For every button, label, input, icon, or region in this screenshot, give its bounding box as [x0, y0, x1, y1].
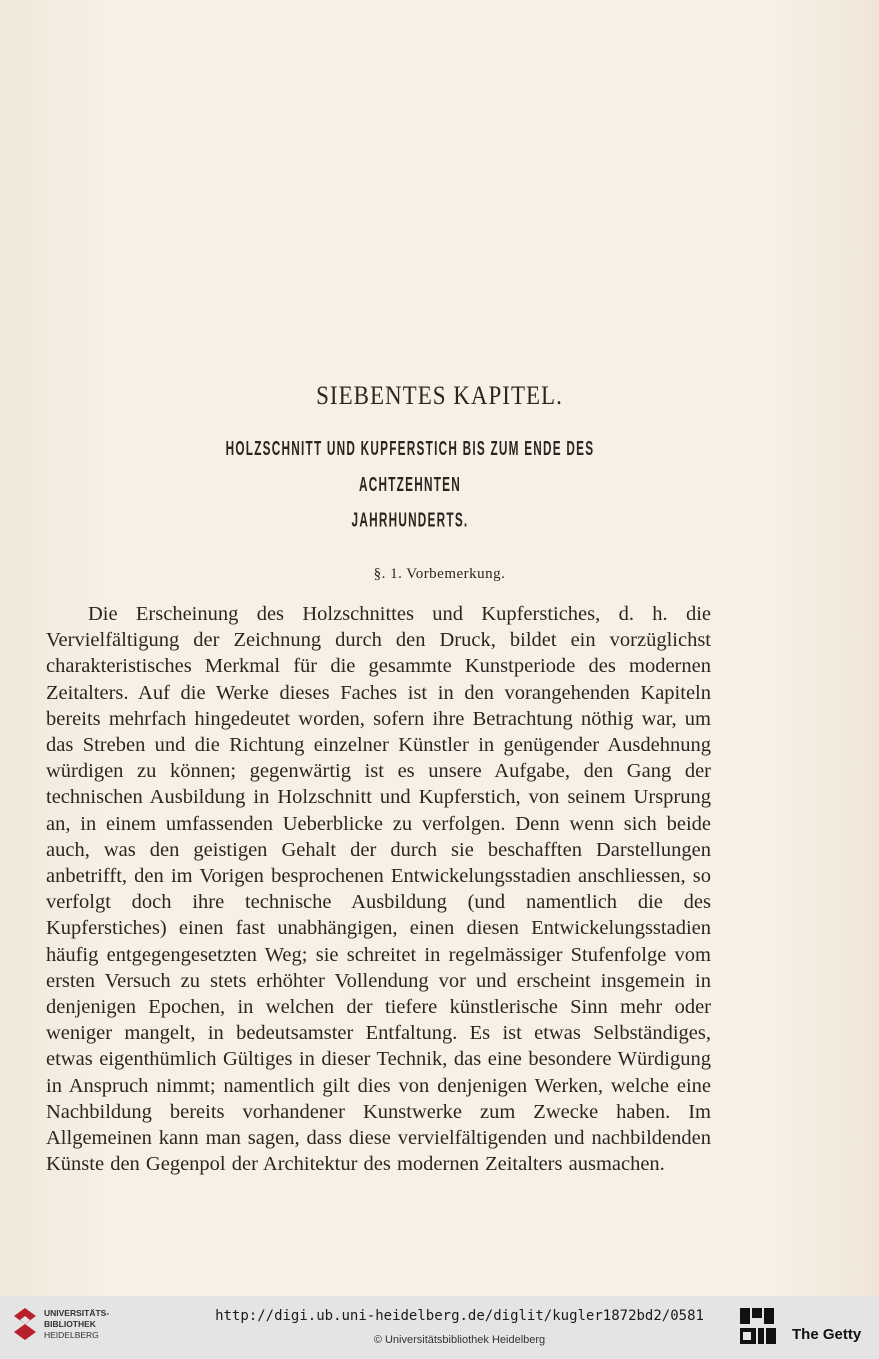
getty-label: The Getty	[792, 1326, 862, 1343]
subtitle-line-2: JAHRHUNDERTS.	[351, 509, 469, 532]
library-name: UNIVERSITÄTS- BIBLIOTHEK HEIDELBERG	[44, 1308, 110, 1340]
body-text	[46, 601, 711, 1177]
section-heading: §. 1. Vorbemerkung.	[373, 566, 506, 582]
footer-bar	[0, 1296, 879, 1359]
paragraph: Die Erscheinung des Holzschnittes und Kupferstiches, d. h. die Vervielfältigung der Zeichnung durch den Druck, bildet ein vorzüglichst charakteristisches Merkmal für die gesammte Kunstperiode des modernen Zeitalters. Auf die Werke dieses Faches ist in den vorangehenden Kapiteln bereits mehrfach hingedeutet worden, sofern ihre Betrachtung nöthig war, um das Streben und die Richtung einzelner Künstler in genügender Ausdehnung würdigen zu können; gegenwärtig ist es unsere Aufgabe, den Gang der technischen Ausbildung in Holzschnitt und Kupferstich, von seinem Ursprung an, in einem umfassenden Ueberblicke zu verfolgen. Denn wenn sich beide auch, was den geistigen Gehalt der durch sie beschafften Darstellungen anbetrifft, den im Vorigen besprochenen Entwickelungsstadien anschliessen, so verfolgt doch ihre technische Ausbildung (und namentlich die des Kupferstiches) einen fast unabhängigen, einen diesen Entwickelungsstadien häufig entgegengesetzten Weg; sie schreitet in regelmässiger Stufenfolge vom ersten Versuch zu stets erhöhter Vollendung vor und erscheint insgemein in denjenigen Epochen, in welchen der tiefere künstlerische Sinn mehr oder weniger mangelt, in bedeutsamster Entfaltung. Es ist etwas Selbständiges, etwas eigenthümlich Gültiges in dieser Technik, das eine besondere Würdigung in Anspruch nimmt; namentlich gilt dies von denjenigen Werken, welche eine Nachbildung bereits vorhandener Kunstwerke zum Zwecke haben. Im Allgemeinen kann man sagen, dass diese vervielfältigenden und nachbildenden Künste den Gegenpol der Architektur des modernen Zeitalters ausmachen.	[46, 603, 711, 1176]
getty-logo-icon[interactable]	[738, 1306, 778, 1346]
chapter-subtitle	[193, 432, 627, 539]
copyright-notice: © Universitätsbibliothek Heidelberg	[373, 1334, 546, 1346]
subtitle-line-1: HOLZSCHNITT UND KUPFERSTICH BIS ZUM ENDE DES ACHTZEHNTEN	[225, 438, 595, 497]
chapter-title: SIEBENTES KAPITEL.	[316, 381, 563, 410]
permalink-url[interactable]: http://digi.ub.uni-heidelberg.de/diglit/kugler1872bd2/0581	[215, 1308, 704, 1324]
